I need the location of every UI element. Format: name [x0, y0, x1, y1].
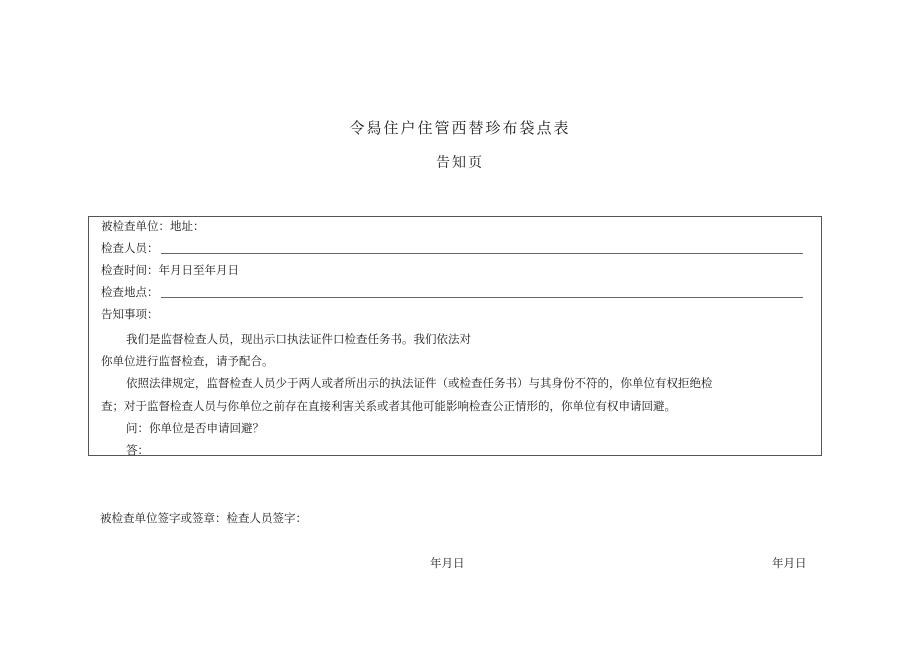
inspected-unit-address-label: 被检查单位：地址： [101, 219, 205, 233]
document-title: 令舄住户住管西替珍布袋点表 [349, 119, 571, 137]
signature-date-right: 年月日 [772, 556, 807, 570]
signature-date-left: 年月日 [430, 556, 465, 570]
inspection-location-label: 检查地点： [101, 285, 159, 299]
notice-paragraph-1-line-2: 你单位进行监督检查，请予配合。 [101, 354, 274, 368]
notice-paragraph-2-line-1: 依照法律规定，监督检查人员少于两人或者所出示的执法证件（或检查任务书）与其身份不符的，你单位有权拒绝检 [126, 376, 713, 390]
inspectors-fill-line [161, 253, 803, 254]
notice-form-box [88, 216, 822, 456]
notice-items-label: 告知事项： [101, 307, 159, 321]
recusal-question: 问：你单位是否申请回避？ [126, 421, 264, 435]
notice-paragraph-1-line-1: 我们是监督检查人员，现出示口执法证件口检查任务书。我们依法对 [126, 332, 471, 346]
inspection-time-label: 检查时间：年月日至年月日 [101, 263, 239, 277]
notice-paragraph-2-line-2: 查；对于监督检查人员与你单位之前存在直接利害关系或者其他可能影响检查公正情形的，你单位有权申请回避。 [101, 399, 676, 413]
document-subtitle: 告知页 [436, 155, 484, 171]
recusal-answer-label: 答： [126, 443, 149, 457]
inspection-location-fill-line [161, 297, 803, 298]
inspectors-label: 检查人员： [101, 241, 159, 255]
signature-line: 被检查单位签字或签章：检查人员签字： [100, 511, 307, 525]
